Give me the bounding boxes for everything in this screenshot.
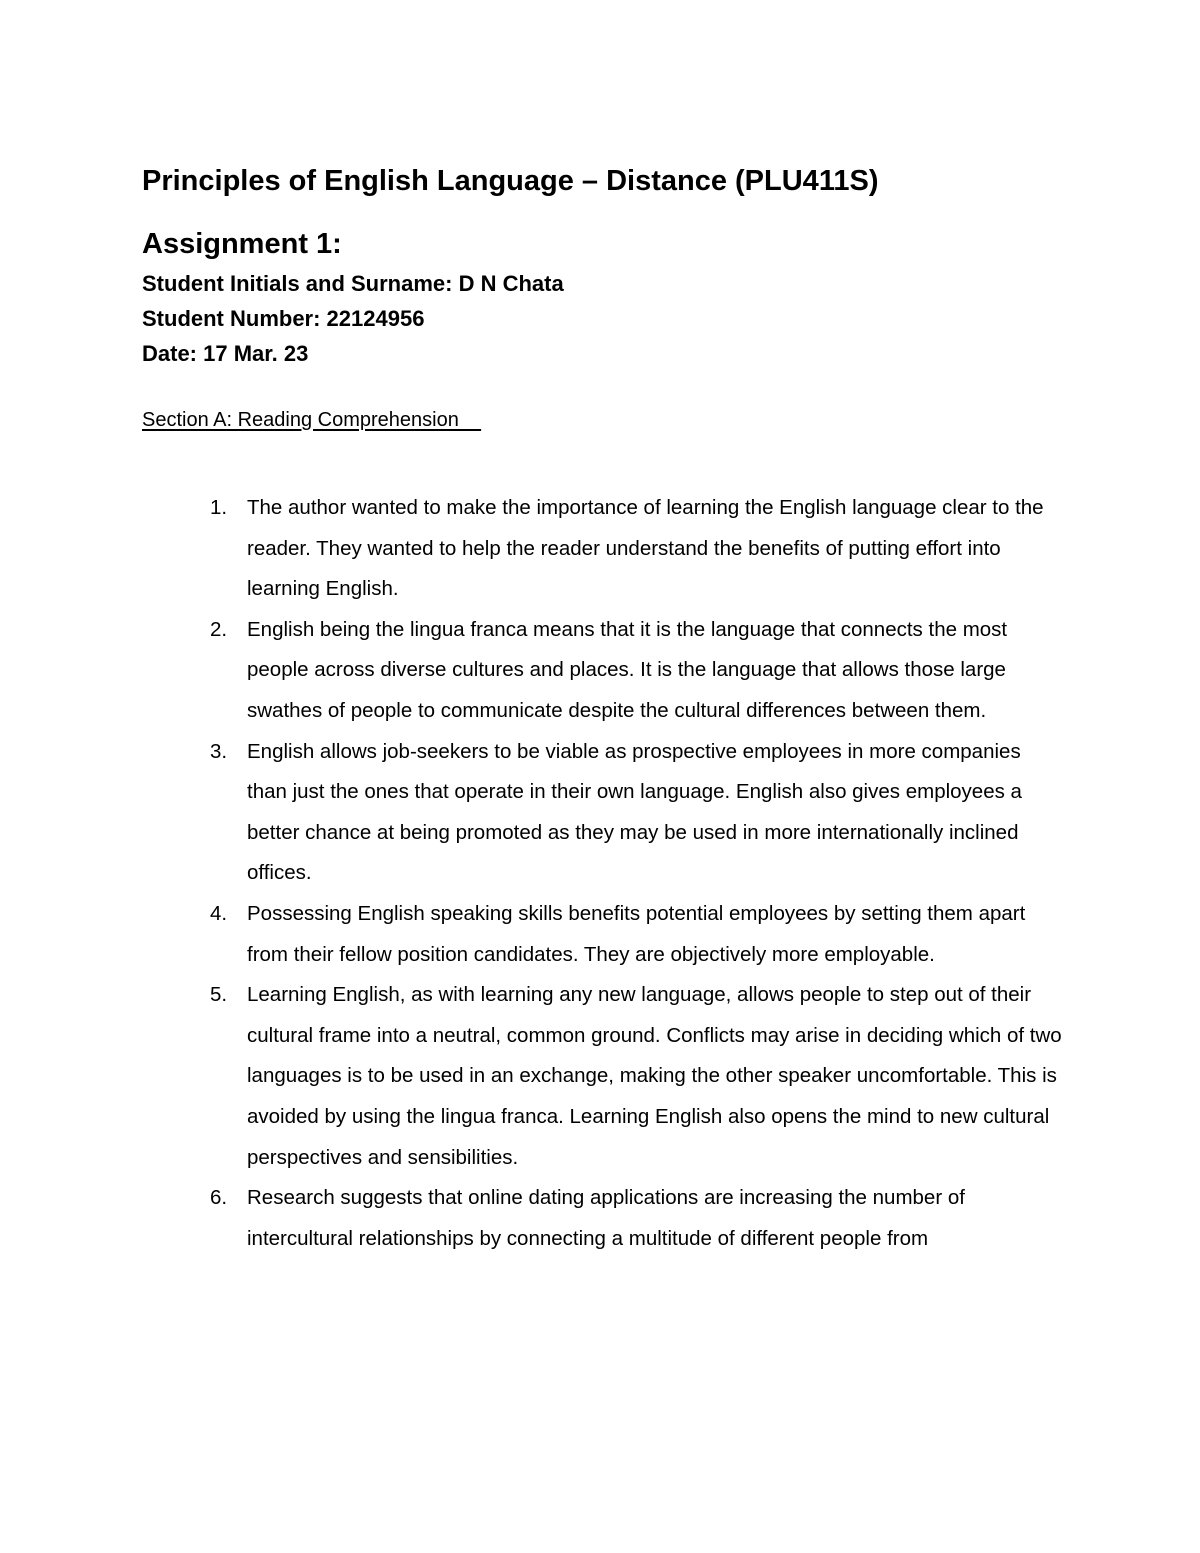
list-item-text: The author wanted to make the importance of learning the English language clear to the reader. They wanted to help the reader understand the benefits of putting effort into learning English. [247,496,1044,601]
list-item-number: 1. [210,496,228,519]
list-item [205,488,1065,610]
list-item-number: 5. [210,983,228,1007]
section-heading: Section A: Reading Comprehension [142,409,482,431]
list-item-text: English being the lingua franca means that it is the language that connects the most people across diverse cultures and places. It is the language that allows those large swathes of people to communicate despite the cultural differences between them. [247,617,1008,722]
document-title: Principles of English Language – Distance (PLU411S) [142,165,879,197]
list-item [205,975,1065,1178]
list-item [205,732,1065,894]
assignment-heading: Assignment 1: [142,228,342,260]
list-item-text: Research suggests that online dating applications are increasing the number of intercultural relationships by connecting a multitude of different people from [247,1186,965,1250]
student-name-line: Student Initials and Surname: D N Chata [142,271,564,296]
list-item [205,610,1065,732]
list-item [205,1178,1065,1259]
list-item-number: 6. [210,1186,228,1210]
list-item-number: 4. [210,901,228,925]
list-item [205,894,1065,975]
list-item-text: Learning English, as with learning any new language, allows people to step out of their cultural frame into a neutral, common ground. Conflicts may arise in deciding which of two languages is to be used in an exchange, making the other speaker uncomfortable. This is avoided by using the lingua franca. Learning English also opens the mind to new cultural perspectives and sensibilities. [247,983,1062,1169]
list-item-number: 2. [210,617,228,641]
date-line: Date: 17 Mar. 23 [142,341,309,366]
list-item-number: 3. [210,739,228,763]
list-item-text: English allows job-seekers to be viable as prospective employees in more companies than just the ones that operate in their own language. English also gives employees a better chance at being promoted as they may be used in more internationally inclined offices. [247,739,1022,885]
answer-list [205,488,1065,1259]
list-item-text: Possessing English speaking skills benefits potential employees by setting them apart from their fellow position candidates. They are objectively more employable. [247,901,1026,966]
student-number-line: Student Number: 22124956 [142,306,425,331]
